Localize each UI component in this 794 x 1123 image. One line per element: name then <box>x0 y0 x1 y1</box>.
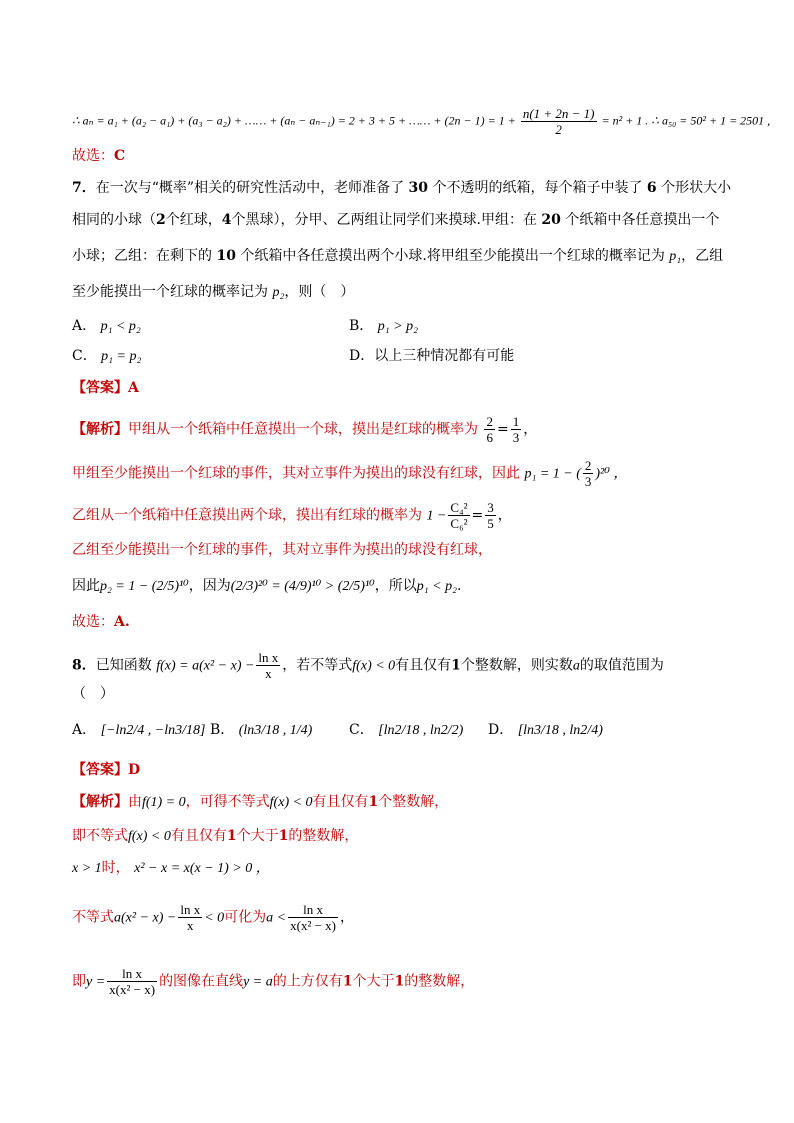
q7-text: 个不透明的纸箱，每个箱子中装了 <box>432 180 643 196</box>
q8-inequality: f(x) < 0 <box>352 658 396 674</box>
fraction <box>107 966 157 997</box>
q7-num-4: 4 <box>221 212 232 228</box>
q8-option-a[interactable] <box>72 720 205 741</box>
q7-explain-line-5 <box>72 576 461 597</box>
q8-text: 个整数解，则实数 <box>460 657 573 674</box>
frac-denominator: 5 <box>487 516 494 531</box>
q7-text: 个黑球），分甲、乙两组让同学们来摸球.甲组：在 <box>231 212 537 228</box>
explain-text: 的整数解， <box>288 828 359 844</box>
fraction <box>256 650 280 681</box>
option-value: p₁ > p₂ <box>377 319 418 334</box>
q7-text: 个纸箱中各任意摸出两个小球.将甲组至少能摸出一个红球的概率记为 <box>240 248 665 264</box>
explain-text: 个大于 <box>236 828 279 844</box>
q7-line-2 <box>72 210 719 230</box>
explain-tag: 【解析】 <box>72 794 128 810</box>
q8-text: ，若不等式 <box>282 657 353 674</box>
explain-text: ，可得不等式 <box>185 794 270 810</box>
q8-line-2 <box>72 684 114 704</box>
option-value: [ln2/18 , ln2/2) <box>378 723 464 738</box>
answer-value: A <box>128 380 139 396</box>
frac-denominator: 3 <box>512 430 520 445</box>
q7-p1: p₁ <box>669 249 682 264</box>
math-expr: y = <box>86 974 106 990</box>
punct: ， <box>497 507 512 524</box>
q8-explain-line-1 <box>72 792 448 813</box>
answer-label: 故选： <box>72 614 114 630</box>
math-expr: 1 − <box>426 508 447 524</box>
q7-num-30: 30 <box>408 180 429 196</box>
explain-text: 的整数解， <box>404 973 475 990</box>
math-expr: x > 1 <box>72 861 102 876</box>
sum-formula-tail: = n² + 1 . ∴ a₅₀ = 50² + 1 = 2501 , <box>601 113 771 128</box>
q8-explain-line-3 <box>72 858 270 879</box>
q7-option-d[interactable] <box>349 346 514 366</box>
q7-text: 在一次与“概率”相关的研究性活动中，老师准备了 <box>95 180 405 196</box>
explain-text: 乙组从一个纸箱中任意摸出两个球，摸出有红球的概率为 <box>72 507 422 524</box>
answer-value: C <box>114 148 126 164</box>
q7-text: 相同的小球（ <box>72 212 156 228</box>
math-expr: p₁ < p₂ <box>416 579 457 594</box>
explain-text: 甲组至少能摸出一个红球的事件，其对立事件为摸出的球没有红球，因此 <box>72 465 520 482</box>
math-expr: < 0 <box>204 910 225 926</box>
answer-line-6 <box>72 146 125 166</box>
explain-text: 不等式 <box>72 909 114 926</box>
q7-num-6: 6 <box>646 180 657 196</box>
fraction <box>288 902 338 933</box>
math-expr: (2/3)²⁰ = (4/9)¹⁰ > (2/5)¹⁰ <box>230 579 375 594</box>
q7-option-b[interactable] <box>349 316 418 337</box>
q7-text: 小球；乙组：在剩下的 <box>72 248 212 264</box>
q8-text: 已知函数 <box>95 657 152 674</box>
q7-explain-line-2 <box>72 458 627 489</box>
explain-text: 个大于 <box>352 973 395 990</box>
num-1: 1 <box>226 828 237 844</box>
math-expr: f(x) < 0 <box>128 829 171 844</box>
sum-formula-line <box>72 106 770 137</box>
explain-text: 的上方仅有 <box>272 973 343 990</box>
punct: ， <box>523 421 538 438</box>
q8-text: 有且仅有 <box>395 657 452 674</box>
explain-text: 的图像在直线 <box>159 973 244 990</box>
option-label: D．以上三种情况都有可能 <box>349 348 515 364</box>
q7-num-20: 20 <box>541 212 561 228</box>
option-value: p₁ < p₂ <box>100 319 141 334</box>
equals: = <box>471 507 484 524</box>
option-value: p₁ = p₂ <box>101 349 142 364</box>
q7-p2: p₂ <box>272 285 285 300</box>
answer-value: A. <box>114 614 130 630</box>
q7-line-4 <box>72 282 354 303</box>
answer-label: 故选： <box>72 148 114 164</box>
frac-numerator: ln x <box>288 902 338 918</box>
answer-tag: 【答案】 <box>72 762 128 778</box>
sum-formula-main: ∴ aₙ = a₁ + (a₂ − a₁) + (a₃ − a₂) + …… + (aₙ − aₙ₋₁) = 2 + 3 + 5 + …… + (2n − 1) = 1 + <box>72 113 516 128</box>
frac-numerator: 2 <box>486 414 493 429</box>
q7-line-3 <box>72 246 723 267</box>
frac-numerator: ln x <box>258 650 279 665</box>
explain-text: 可化为 <box>224 909 267 926</box>
option-label: B． <box>349 318 374 334</box>
q7-text: 至少能摸出一个红球的概率记为 <box>72 284 268 300</box>
frac-numerator: ln x <box>180 902 201 917</box>
explain-text: 即 <box>72 973 86 990</box>
frac-denominator: x(x² − x) <box>290 918 337 933</box>
math-expr: y = a <box>243 974 273 990</box>
q8-explain-line-4 <box>72 902 354 933</box>
sum-formula-fraction <box>521 106 597 137</box>
question-number: 8． <box>72 657 96 674</box>
frac-denominator: 3 <box>584 474 592 489</box>
q7-text: ，乙组 <box>681 248 724 264</box>
frac-numerator: C₄² <box>450 500 468 515</box>
explain-text: 个整数解， <box>378 794 449 810</box>
explain-text: ，因为 <box>188 578 231 594</box>
frac-numerator: 3 <box>487 500 494 515</box>
q8-function: f(x) = a(x² − x) − <box>156 658 255 674</box>
fraction <box>484 414 495 445</box>
math-expr: f(x) < 0 <box>269 795 313 810</box>
num-1: 1 <box>278 828 289 844</box>
frac-denominator: 2 <box>555 122 562 137</box>
q7-text: 个红球， <box>165 212 222 228</box>
explain-text: 甲组从一个纸箱中任意摸出一个球，摸出是红球的概率为 <box>128 421 478 438</box>
q7-num-2: 2 <box>156 212 166 228</box>
q8-option-d[interactable] <box>488 720 603 741</box>
option-label: C． <box>72 348 97 364</box>
explain-text: 有且仅有 <box>312 794 369 810</box>
frac-denominator: x <box>265 666 272 681</box>
frac-denominator: 6 <box>486 430 493 445</box>
q7-text: ，则（ ） <box>284 284 355 300</box>
q7-option-a[interactable] <box>72 316 141 337</box>
option-value: [ln3/18 , ln2/4) <box>517 723 603 738</box>
answer-tag: 【答案】 <box>72 380 128 396</box>
option-value: (ln3/18 , 1/4) <box>238 723 313 738</box>
explain-text: 有且仅有 <box>170 828 227 844</box>
num-1: 1 <box>342 973 353 990</box>
frac-numerator: 1 <box>512 414 520 429</box>
option-label: A． <box>72 722 97 738</box>
q7-option-c[interactable] <box>72 346 141 367</box>
fraction <box>178 902 202 933</box>
q8-var-a: a <box>572 658 580 674</box>
q8-option-c[interactable] <box>349 720 463 741</box>
q8-explain-line-5 <box>72 966 474 997</box>
math-expr: p₂ = 1 − (2/5)¹⁰ <box>100 579 189 594</box>
q7-explain-line-3 <box>72 500 512 531</box>
frac-numerator: n(1 + 2n − 1) <box>522 106 595 121</box>
q8-text: 的取值范围为 <box>579 657 664 674</box>
option-label: C． <box>349 722 374 738</box>
q8-answer <box>72 760 140 780</box>
explain-text: 由 <box>128 794 142 810</box>
math-expr: f(1) = 0 <box>142 795 186 810</box>
q7-line-1 <box>72 178 731 198</box>
q7-text: 个纸箱中各任意摸出一个 <box>565 212 720 228</box>
q7-num-10: 10 <box>216 248 236 264</box>
q7-final-answer <box>72 612 130 632</box>
explain-text: 时， <box>101 860 130 876</box>
math-expr: x² − x = x(x − 1) > 0 ， <box>134 861 270 876</box>
frac-denominator: x <box>187 918 194 933</box>
frac-numerator: ln x <box>107 966 157 982</box>
q8-line-1 <box>72 650 664 681</box>
frac-numerator: 2 <box>584 458 592 473</box>
q8-option-b[interactable] <box>210 720 312 741</box>
q7-explain-line-1 <box>72 414 537 445</box>
q7-explain-line-4 <box>72 540 492 560</box>
explain-text: 即不等式 <box>72 828 128 844</box>
option-label: D． <box>488 722 514 738</box>
punct: ， <box>340 909 355 926</box>
math-expr: a < <box>266 910 287 926</box>
q8-paren: （ ） <box>72 686 114 702</box>
explain-tag: 【解析】 <box>72 421 128 438</box>
frac-denominator: C₆² <box>450 516 468 531</box>
math-expr: a(x² − x) − <box>114 910 177 926</box>
explain-text: ，所以 <box>374 578 417 594</box>
equals: = <box>496 421 509 438</box>
explain-text: 因此 <box>72 578 100 594</box>
num-1: 1 <box>394 973 405 990</box>
option-label: B． <box>210 722 235 738</box>
fraction <box>485 500 496 531</box>
explain-text: 乙组至少能摸出一个红球的事件，其对立事件为摸出的球没有红球， <box>72 542 492 558</box>
option-value: [−ln2/4 , −ln3/18] <box>100 723 206 738</box>
fraction <box>448 500 469 531</box>
num-1: 1 <box>368 794 379 810</box>
q7-text: 个形状大小 <box>661 180 732 196</box>
option-label: A． <box>72 318 97 334</box>
fraction <box>511 414 522 445</box>
q7-answer <box>72 378 139 398</box>
answer-value: D <box>128 762 141 778</box>
q8-num-1: 1 <box>451 657 461 674</box>
q8-explain-line-2 <box>72 826 358 847</box>
punct: . <box>456 578 462 594</box>
frac-denominator: x(x² − x) <box>109 982 156 997</box>
math-expr: p₁ = 1 − ( <box>524 466 581 482</box>
question-number: 7． <box>72 180 96 196</box>
math-expr: )²⁰ ， <box>595 466 628 482</box>
fraction <box>583 458 594 489</box>
